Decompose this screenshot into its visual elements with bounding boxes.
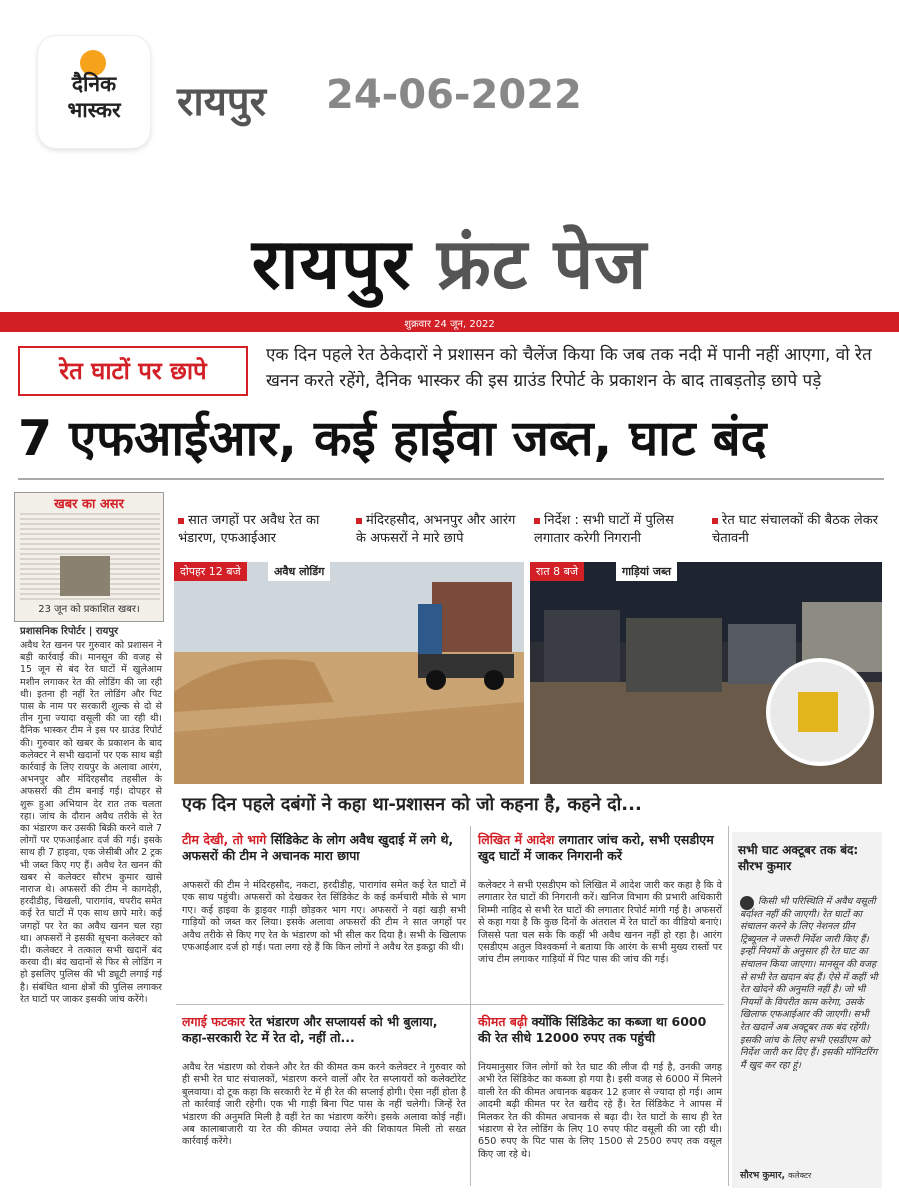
impact-caption: 23 जून को प्रकाशित खबर। <box>38 604 140 615</box>
quote-body: किसी भी परिस्थिति में अवैध वसूली बर्दाश्त नहीं की जाएगी। रेत घाटों का संचालन करने के लिए नेशनल ग्रीन ट्रिब्यूनल ने जरूरी निर्देश जारी किए हैं। इन्हीं नियमों के अनुसार ही रेत घाट का संचालन किया जाएगा। मानसून की वजह से सभी रेत खदान बंद हैं। ऐसे में कहीं भी रेत खोदने की अनुमति नहीं है। जो भी नियमों के विपरीत काम करेगा, उसके खिलाफ एफआईआर की जाएगी। सभी रेत खदानें अब अक्टूबर तक बंद रहेंगी। इसकी जांच के लिए सभी एसडीएम को निर्देश जारी कर दिए हैं। इसकी मॉनिटरिंग मैं खुद कर रहा हूं। <box>740 896 878 1071</box>
column-divider <box>728 826 729 1186</box>
masthead-city: रायपुर <box>251 223 412 305</box>
section-body: अफसरों की टीम ने मंदिरहसौद, नकटा, हरदीडीह, पारागांव समेत कई रेत घाटों में एक साथ पहुंची। अफसरों को देखकर रेत सिंडिकेट के कई कर्मचारी मौके से भाग गए। कई हाइवा के ड्राइवर गाड़ी छोड़कर भाग गए। अफसरों ने वहां खड़ी सभी गाड़ियों को जब्त कर लिया। इसके अलावा अफसरों की टीम ने सात जगहों पर अवैध तरीके से किए गए रेत के भंडारण को भी सील कर दिया है। सभी के खिलाफ एफआईआर दर्ज हो गई। पता लगा रहे हैं कि किन लोगों ने अवैध रेत इकट्ठा की थी। <box>182 880 466 954</box>
logo-line2: भास्कर <box>67 98 121 122</box>
impact-title: खबर का असर <box>54 497 124 512</box>
quote-signature: सौरभ कुमार, कलेक्टर <box>740 1170 812 1181</box>
masthead-page: फ्रंट पेज <box>436 223 648 305</box>
sub-headline: एक दिन पहले दबंगों ने कहा था-प्रशासन को जो कहना है, कहने दो... <box>182 794 642 815</box>
bullet-item: सात जगहों पर अवैध रेत का भंडारण, एफआईआर <box>178 513 320 546</box>
section-heading: टीम देखी, तो भागे सिंडिकेट के लोग अवैध खुदाई में लगे थे, अफसरों की टीम ने अचानक मारा छापा <box>182 832 454 863</box>
photo-illegal-loading <box>174 562 524 784</box>
edition-city: रायपुर <box>177 79 266 125</box>
bullet-item: निर्देश : सभी घाटों में पुलिस लगातार करेगी निगरानी <box>534 513 674 546</box>
page-masthead <box>0 224 899 304</box>
section-heading: कीमत बढ़ी क्योंकि सिंडिकेट का कब्जा था 6000 की रेत सीधे 12000 रुपए तक पहुंची <box>478 1014 707 1045</box>
edition-date: 24-06-2022 <box>326 72 582 118</box>
bullet-item: मंदिरहसौद, अभनपुर और आरंग के अफसरों ने मारे छापे <box>356 513 516 546</box>
photo-time: रात 8 बजे <box>530 562 584 581</box>
section-heading: लगाई फटकार रेत भंडारण और सप्लायर्स को भी बुलाया, कहा-सरकारी रेट में रेत दो, नहीं तो... <box>182 1014 438 1045</box>
section-body: अवैध रेत भंडारण को रोकने और रेत की कीमत कम करने कलेक्टर ने गुरुवार को ही सभी रेत घाट संचालकों, भंडारण करने वालों और रेत सप्लायरों को कलेक्टोरेट बुलवाया। दो टूक कहा कि सरकारी रेट में ही रेत की सप्लाई होगी। ऐसा नहीं होता है तो कार्रवाई जारी रहेगी। एक भी गाड़ी बिना पिट पास के नहीं चलेगी। जिन्हें रेत भंडारण की अनुमति मिली है वहीं रेत का भंडारण करेंगे। इसके अलावा कोई नहीं। अब कालाबाजारी या रेत की कीमत ज्यादा लेने की शिकायत मिली तो सख्त कार्रवाई करेंगे। <box>182 1062 466 1148</box>
main-headline: 7 एफआईआर, कई हाईवा जब्त, घाट बंद <box>18 410 767 467</box>
section-body: कलेक्टर ने सभी एसडीएम को लिखित में आदेश जारी कर कहा है कि वे लगातार रेत घाटों की निगरानी करें। खनिज विभाग की प्रभारी अधिकारी शिम्मी नाहिद से सभी रेत घाटों की लगातार रिपोर्ट मांगी गई है। अफसरों से कहा गया है कि कुछ दिनों के अंतराल में रेत घाटों का वीडियो बनाएं। जिससे पता चल सके कि कहीं भी अवैध खनन नहीं हो रहा है। आरंग एसडीएम अतुल विश्वकर्मा ने बताया कि आरंग के सभी मुख्य रास्तों पर जांच टीम लगाकर गाड़ियों में पिट पास की जांच की गई। <box>478 880 722 966</box>
section-body: नियमानुसार जिन लोगों को रेत घाट की लीज दी गई है, उनकी जगह अभी रेत सिंडिकेट का कब्जा हो गया है। इसी वजह से 6000 में मिलने वाली रेत की कीमत अचानक बढ़कर 12 हजार से ज्यादा हो गई। आम आदमी बढ़ी कीमत पर रेत खरीद रहे हैं। रेत सिंडिकेट ने आपस में मिलकर रेत की कीमत अचानक से बढ़ा दी। रेत घाटों के साथ ही रेत भंडारण से रेत लोडिंग के लिए 10 रुपए फीट वसूली की जा रही थी। 650 रुपए के पिट पास के लिए 1500 से 2500 रुपए तक वसूल किए जा रहे थे। <box>478 1062 722 1160</box>
logo-line1: दैनिक <box>71 72 117 96</box>
section-heading: लिखित में आदेश लगातार जांच करो, सभी एसडीएम खुद घाटों में जाकर निगरानी करें <box>478 832 714 863</box>
story-deck: एक दिन पहले रेत ठेकेदारों ने प्रशासन को चैलेंज किया कि जब तक नदी में पानी नहीं आएगा, वो रेत खनन करते रहेंगे, दैनिक भास्कर की इस ग्राउंड रिपोर्ट के प्रकाशन के बाद ताबड़तोड़ छापे पड़े <box>266 345 872 391</box>
issue-date: शुक्रवार 24 जून, 2022 <box>404 319 495 330</box>
bullet-item: रेत घाट संचालकों की बैठक लेकर चेतावनी <box>712 513 878 546</box>
quote-title: सभी घाट अक्टूबर तक बंद: सौरभ कुमार <box>738 843 859 873</box>
photo-vehicles-seized <box>530 562 882 784</box>
row-divider <box>176 1004 724 1005</box>
lead-story-body: अवैध रेत खनन पर गुरुवार को प्रशासन ने बड़ी कार्रवाई की। मानसून की वजह से 15 जून से बंद रेत घाटों में खुलेआम मशीन लगाकर रेत की लोडिंग की जा रही थी। इतना ही नहीं रेत लोडिंग और पिट पास के नाम पर सरकारी शुल्क से दो से तीन गुना ज्यादा वसूली की जा रही थी। दैनिक भास्कर टीम ने इस पर ग्राउंड रिपोर्ट की। गुरुवार को खबर के प्रकाशन के बाद कलेक्टर ने सभी खदानों पर एक साथ बड़ी कार्रवाई के लिए रायपुर के अलावा आरंग, अभनपुर और मंदिरहसौद तहसील के अफसरों की टीम बनाई गई। दोपहर से शुरू हुआ अभियान देर रात तक चलता रहा। जांच के दौरान अवैध तरीके से रेत का भंडारण कर उसकी बिक्री करने वाले 7 लोगों पर एफआईआर दर्ज की गई। इसके साथ ही 7 हाइवा, एक जेसीबी और 2 ट्रक भी जब्त किए गए हैं। अवैध रेत खनन की खबर से कलेक्टर सौरभ कुमार खासे नाराज थे। अफसरों की टीम ने कागदेही, हरदीडीह, चिखली, पारागांव, चपरीद समेत कई रेत घाटों में एक साथ छापे मारे। कई जगहों पर रेत का अवैध खनन चल रहा था। अफसरों ने इसकी सूचना कलेक्टर को दी। कलेक्टर ने तत्काल सभी खदानें बंद करवा दी। बंद खदानों से फिर से लोडिंग न हो इसलिए पुलिस की भी ड्यूटी लगाई गई है। संबंधित थाना क्षेत्रों की पुलिस लगाकर रेत घाटों पर जाकर इसकी जांच करेंगे। <box>20 640 162 1005</box>
photo-time: दोपहर 12 बजे <box>174 562 247 581</box>
dainik-bhaskar-logo <box>38 36 150 148</box>
byline: प्रशासनिक रिपोर्टर | रायपुर <box>20 626 119 637</box>
photo-label: गाड़ियां जब्त <box>616 562 677 581</box>
divider <box>18 478 884 480</box>
column-divider <box>470 826 471 1186</box>
previous-story-thumbnail <box>20 512 160 600</box>
photo-label: अवैध लोडिंग <box>268 562 330 581</box>
story-kicker: रेत घाटों पर छापे <box>18 346 248 396</box>
